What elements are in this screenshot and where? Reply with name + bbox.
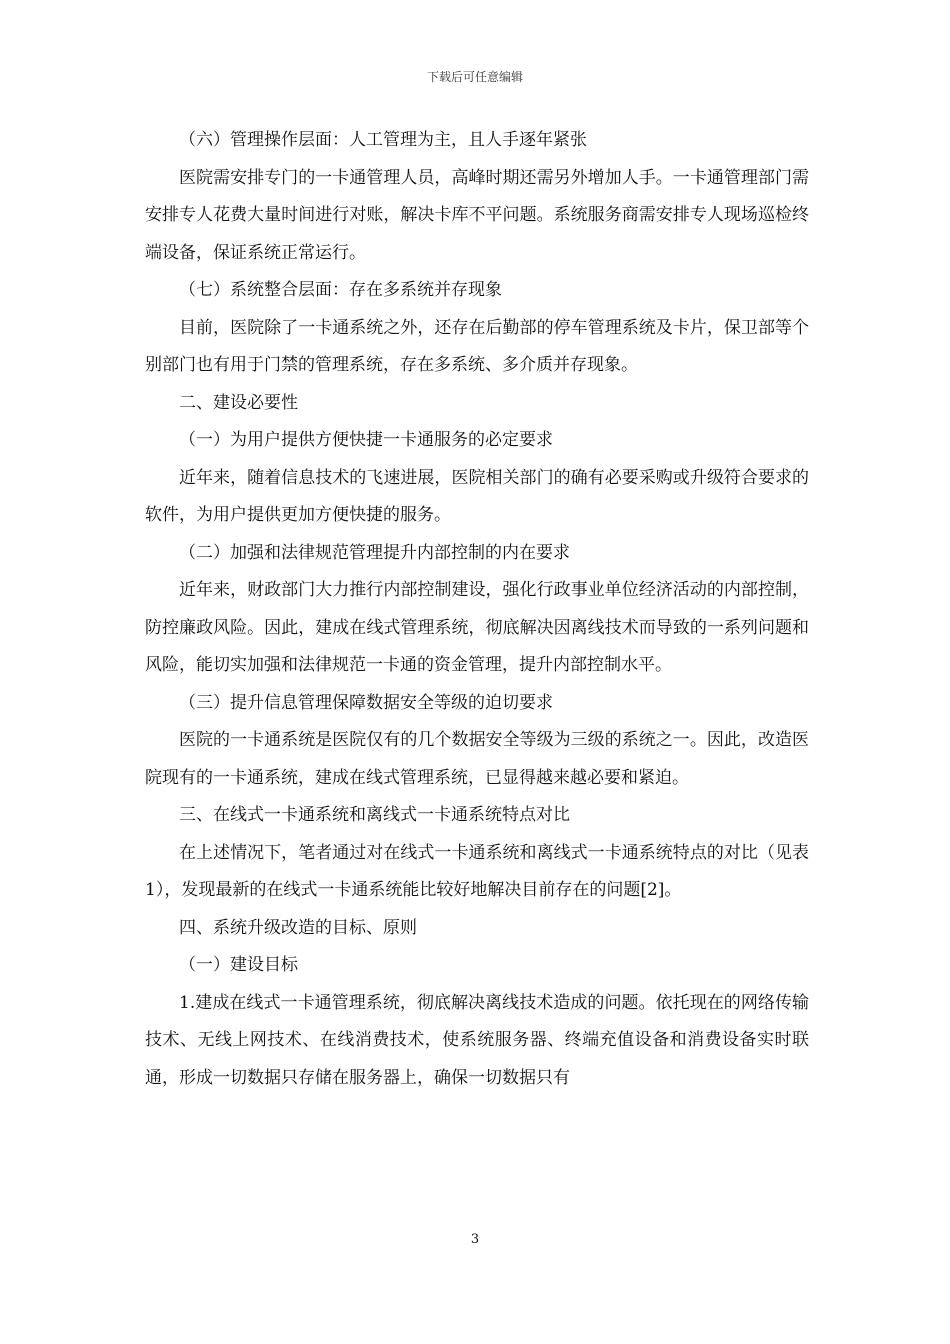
section-heading-4: 四、系统升级改造的目标、原则 — [179, 917, 417, 938]
paragraph: 近年来，财政部门大力推行内部控制建设，强化行政事业单位经济活动的内部控制，防控廉政风险。因此，建成在线式管理系统，彻底解决因离线技术而导致的一系列问题和风险，能切实加强和法律规范一卡通的资金管理，提升内部控制水平。 — [145, 580, 809, 675]
subheading-6: （六）管理操作层面：人工管理为主，且人手逐年紧张 — [179, 130, 587, 150]
paragraph: 医院需安排专门的一卡通管理人员，高峰时期还需另外增加人手。一卡通管理部门需安排专人花费大量时间进行对账，解决卡库不平问题。系统服务商需安排专人现场巡检终端设备，保证系统正常运行。 — [145, 167, 809, 263]
page-header: 下载后可任意编辑 — [426, 70, 523, 84]
section-heading-3: 三、在线式一卡通系统和离线式一卡通系统特点对比 — [179, 805, 570, 825]
document-body — [145, 122, 809, 1097]
subheading-goal: （一）建设目标 — [179, 955, 298, 975]
subheading-2: （二）加强和法律规范管理提升内部控制的内在要求 — [179, 542, 570, 563]
paragraph: 1.建成在线式一卡通管理系统，彻底解决离线技术造成的问题。依托现在的网络传输技术、无线上网技术、在线消费技术，使系统服务器、终端充值设备和消费设备实时联通，形成一切数据只存储在服务器上，确保一切数据只有 — [145, 992, 809, 1088]
paragraph: 在上述情况下，笔者通过对在线式一卡通系统和离线式一卡通系统特点的对比（见表1），发现最新的在线式一卡通系统能比较好地解决目前存在的问题[2]。 — [145, 842, 809, 900]
page-number: 3 — [470, 1232, 480, 1247]
section-heading-2: 二、建设必要性 — [179, 392, 298, 413]
subheading-1: （一）为用户提供方便快捷一卡通服务的必定要求 — [179, 430, 553, 450]
subheading-7: （七）系统整合层面：存在多系统并存现象 — [179, 280, 502, 300]
subheading-3: （三）提升信息管理保障数据安全等级的迫切要求 — [179, 692, 553, 713]
paragraph: 医院的一卡通系统是医院仅有的几个数据安全等级为三级的系统之一。因此，改造医院现有的一卡通系统，建成在线式管理系统，已显得越来越必要和紧迫。 — [145, 730, 809, 788]
paragraph: 近年来，随着信息技术的飞速进展，医院相关部门的确有必要采购或升级符合要求的软件，为用户提供更加方便快捷的服务。 — [145, 467, 809, 525]
paragraph: 目前，医院除了一卡通系统之外，还存在后勤部的停车管理系统及卡片，保卫部等个别部门也有用于门禁的管理系统，存在多系统、多介质并存现象。 — [145, 317, 809, 375]
